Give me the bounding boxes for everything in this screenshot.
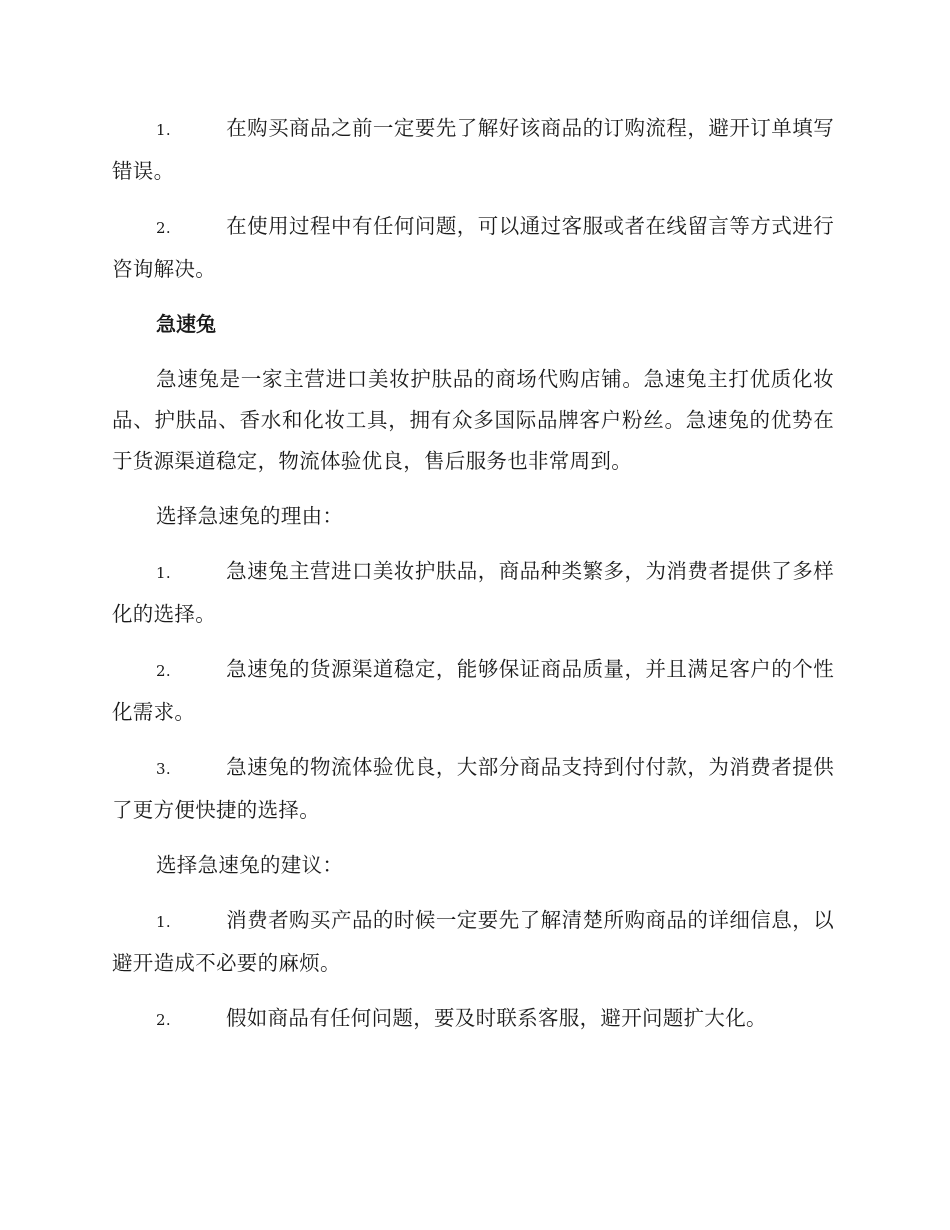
list-text: 在使用过程中有任何问题，可以通过客服或者在线留言等方式进行咨询解决。 (112, 214, 834, 281)
intro-paragraph: 急速兔是一家主营进口美妆护肤品的商场代购店铺。急速兔主打优质化妆品、护肤品、香水和化妆工具，拥有众多国际品牌客户粉丝。急速兔的优势在于货源渠道稳定，物流体验优良，售后服务也非常周到。 (112, 367, 834, 473)
list-text: 假如商品有任何问题，要及时联系客服，避开问题扩大化。 (226, 1006, 767, 1030)
list-text: 急速兔的物流体验优良，大部分商品支持到付付款，为消费者提供了更方便快捷的选择。 (112, 755, 834, 822)
list-text: 在购买商品之前一定要先了解好该商品的订购流程，避开订单填写错误。 (112, 116, 834, 183)
list-number: 1. (156, 564, 171, 582)
list-number: 1. (156, 913, 171, 931)
list-number: 2. (156, 662, 171, 680)
list-number: 1. (156, 121, 171, 139)
list-item (112, 747, 834, 831)
list-item (112, 649, 834, 733)
list-item (112, 206, 834, 290)
list-text: 消费者购买产品的时候一定要先了解清楚所购商品的详细信息，以避开造成不必要的麻烦。 (112, 908, 834, 975)
list-text: 急速兔主营进口美妆护肤品，商品种类繁多，为消费者提供了多样化的选择。 (112, 559, 834, 626)
list-item (112, 551, 834, 635)
list-number: 3. (156, 760, 171, 778)
document-body (112, 108, 834, 1055)
reasons-title: 选择急速兔的理由： (156, 504, 344, 528)
list-item (112, 900, 834, 984)
list-number: 2. (156, 1011, 171, 1029)
suggestions-title: 选择急速兔的建议： (156, 853, 344, 877)
list-item (112, 108, 834, 192)
list-number: 2. (156, 219, 171, 237)
section-heading: 急速兔 (156, 312, 216, 336)
list-item (112, 998, 834, 1041)
list-text: 急速兔的货源渠道稳定，能够保证商品质量，并且满足客户的个性化需求。 (112, 657, 834, 724)
